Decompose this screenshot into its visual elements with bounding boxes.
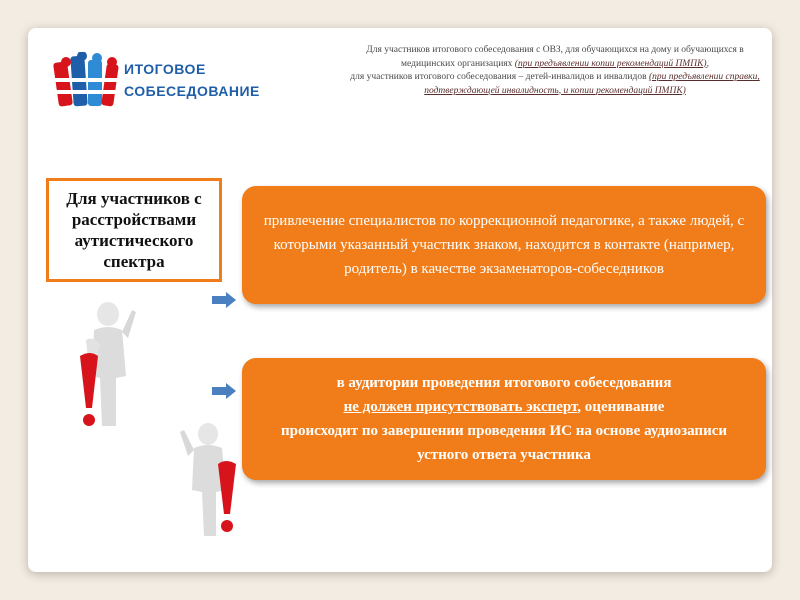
arrow-right-icon	[212, 383, 236, 399]
category-label-box	[46, 178, 222, 282]
header-note-line-2	[350, 58, 760, 72]
info-box-expert	[242, 358, 766, 480]
person-exclamation-icon	[178, 418, 248, 542]
info-box-expert-line-3: происходит по завершении проведения ИС на основе аудиозаписи устного ответа участника	[280, 423, 728, 463]
arrow-right-icon	[212, 292, 236, 308]
header-note-line-2-underlined: (при предъявлении копии рекомендаций ПМПК)	[514, 58, 707, 69]
logo-text	[124, 58, 260, 102]
header-note	[350, 44, 760, 98]
info-box-expert-after-underlined: , оценивание	[577, 399, 665, 415]
header-note-line-3	[350, 71, 760, 85]
info-box-expert-line-1: в аудитории проведения итогового собеседования	[336, 375, 672, 391]
header-note-line-3-underlined: (при предъявлении справки,	[648, 72, 760, 82]
header-note-line-2-end: ,	[706, 58, 709, 69]
logo-line-1: ИТОГОВОЕ	[124, 61, 206, 77]
header-note-line-1: Для участников итогового собеседования с ОВЗ, для обучающихся на дому и обучающихся в	[366, 45, 744, 55]
info-box-expert-text	[256, 371, 752, 467]
header-note-line-3-text: для участников итогового собеседования – детей-инвалидов и инвалидов	[350, 72, 649, 82]
person-exclamation-icon	[72, 296, 142, 436]
info-box-expert-underlined: не должен присутствовать эксперт	[343, 399, 578, 415]
info-box-specialists-text: привлечение специалистов по коррекционной педагогике, а также людей, с которыми указанный участник знаком, находится в контакте (например, родитель) в качестве экзаменаторов-собеседников	[263, 213, 745, 277]
category-label-text: Для участников с расстройствами аутистического спектра	[66, 189, 202, 271]
logo-line-2: СОБЕСЕДОВАНИЕ	[124, 83, 260, 99]
header-note-line-2-text: медицинских организациях	[401, 58, 515, 69]
header-note-line-4: подтверждающей инвалидность, и копии рекомендаций ПМПК)	[424, 85, 686, 96]
info-box-specialists	[242, 186, 766, 304]
